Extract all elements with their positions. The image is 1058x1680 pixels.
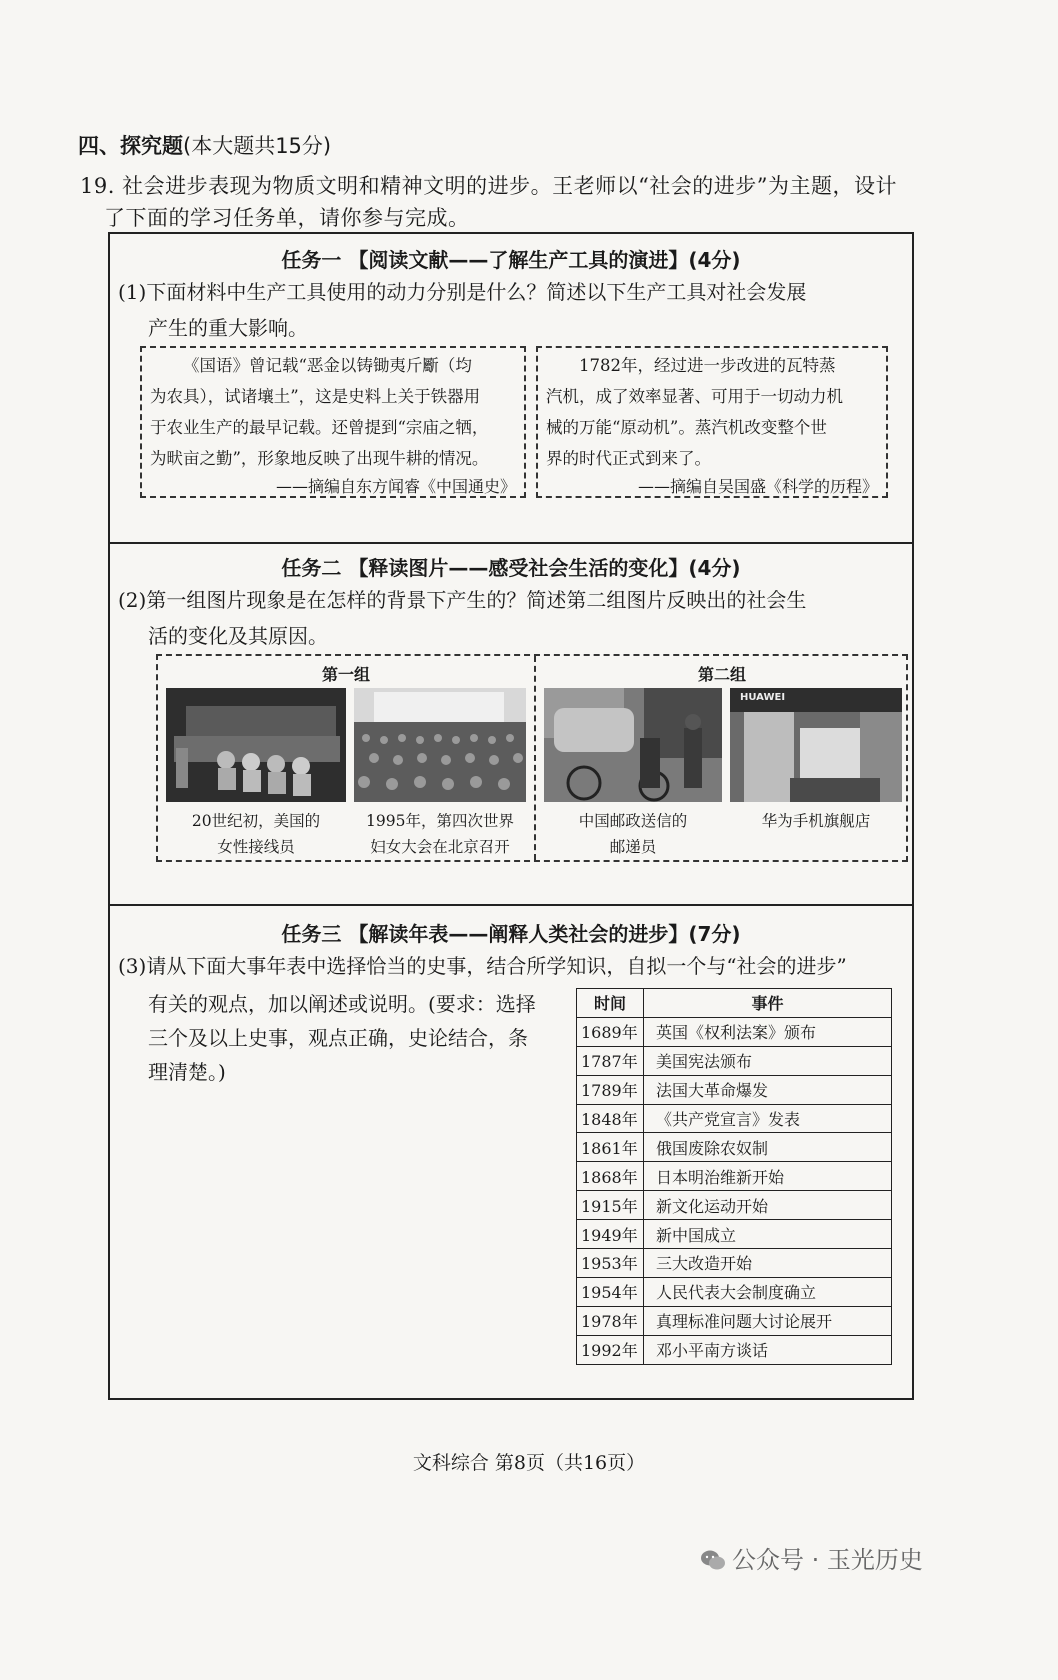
event-description: 新中国成立 — [644, 1220, 892, 1249]
material-right — [536, 346, 888, 498]
store-illustration — [730, 688, 902, 802]
event-description: 日本明治维新开始 — [644, 1162, 892, 1191]
photo-telephone-operators — [166, 688, 346, 802]
material-left-text: 《国语》曾记载“恶金以铸锄夷斤斸（均 为农具），试诸壤土”，这是史料上关于铁器用 于农业生产的最早记载。还曾提到“宗庙之牺， 为畎亩之勤”，形象地反映了出现牛耕的情况。 — [150, 356, 489, 468]
table-row — [577, 1220, 892, 1249]
table-row — [577, 1277, 892, 1306]
page-footer: 文科综合 第8页（共16页） — [412, 1452, 646, 1474]
photo-postman — [544, 688, 722, 802]
photo-womens-conference — [354, 688, 526, 802]
switchboard-illustration — [166, 688, 346, 802]
caption-huawei: 华为手机旗舰店 — [761, 812, 871, 830]
conference-hall-illustration — [354, 688, 526, 802]
events-timeline-table — [576, 988, 892, 1365]
task1-title: 任务一 【阅读文献——了解生产工具的演进】(4分) — [281, 248, 741, 272]
event-year: 1787年 — [577, 1046, 644, 1075]
task2-title: 任务二 【释读图片——感受社会生活的变化】(4分) — [281, 556, 741, 580]
task3-title: 任务三 【解读年表——阐释人类社会的进步】(7分) — [281, 922, 741, 946]
material-right-source: ——摘编自吴国盛《科学的历程》 — [637, 477, 878, 496]
event-year: 1861年 — [577, 1133, 644, 1162]
task1-question-line-2: 产生的重大影响。 — [148, 316, 308, 340]
caption-conference: 1995年，第四次世界 妇女大会在北京召开 — [366, 812, 514, 856]
question-line-1: 19. 社会进步表现为物质文明和精神文明的进步。王老师以“社会的进步”为主题，设计 — [80, 174, 898, 198]
event-year: 1954年 — [577, 1277, 644, 1306]
wechat-icon — [700, 1549, 726, 1571]
watermark-text: 公众号 · 玉光历史 — [732, 1546, 923, 1574]
table-row — [577, 1306, 892, 1335]
event-description: 英国《权利法案》颁布 — [644, 1017, 892, 1046]
event-year: 1789年 — [577, 1075, 644, 1104]
material-left-source: ——摘编自东方闻睿《中国通史》 — [275, 477, 516, 496]
task-divider-1 — [110, 542, 912, 544]
event-year: 1949年 — [577, 1220, 644, 1249]
event-year: 1915年 — [577, 1191, 644, 1220]
table-row — [577, 1075, 892, 1104]
table-header-row — [577, 989, 892, 1018]
task2-question-line-1: (2)第一组图片现象是在怎样的背景下产生的？简述第二组图片反映出的社会生 — [118, 588, 807, 612]
watermark — [700, 1540, 923, 1575]
table-row — [577, 1335, 892, 1364]
table-row — [577, 1162, 892, 1191]
group-separator — [534, 656, 536, 860]
material-right-text: 1782年，经过进一步改进的瓦特蒸 汽机，成了效率显著、可用于一切动力机 械的万能“原动机”。蒸汽机改变整个世 界的时代正式到来了。 — [546, 356, 843, 468]
event-year: 1992年 — [577, 1335, 644, 1364]
header-time: 时间 — [577, 989, 644, 1018]
table-row — [577, 1046, 892, 1075]
table-row — [577, 1133, 892, 1162]
question-line-2: 了下面的学习任务单，请你参与完成。 — [104, 206, 470, 230]
huawei-sign: HUAWEI — [740, 692, 786, 703]
caption-postman: 中国邮政送信的 邮递员 — [578, 812, 688, 856]
task3-question-line-3: 三个及以上史事，观点正确，史论结合，条 — [148, 1026, 528, 1050]
table-row — [577, 1249, 892, 1278]
task3-question-line-1: (3)请从下面大事年表中选择恰当的史事，结合所学知识，自拟一个与“社会的进步” — [118, 954, 847, 978]
event-description: 《共产党宣言》发表 — [644, 1104, 892, 1133]
picture-groups — [156, 654, 908, 862]
event-description: 法国大革命爆发 — [644, 1075, 892, 1104]
task2-question-line-2: 活的变化及其原因。 — [148, 624, 328, 648]
material-left — [140, 346, 526, 498]
task3-question-line-2: 有关的观点，加以阐述或说明。(要求：选择 — [148, 992, 536, 1016]
task3-question-line-4: 理清楚。) — [148, 1060, 226, 1084]
caption-operators: 20世纪初，美国的 女性接线员 — [191, 812, 321, 856]
event-year: 1868年 — [577, 1162, 644, 1191]
event-description: 美国宪法颁布 — [644, 1046, 892, 1075]
task1-question-line-1: (1)下面材料中生产工具使用的动力分别是什么？简述以下生产工具对社会发展 — [118, 280, 807, 304]
event-year: 1689年 — [577, 1017, 644, 1046]
event-description: 人民代表大会制度确立 — [644, 1277, 892, 1306]
group1-label: 第一组 — [321, 665, 370, 684]
header-event: 事件 — [644, 989, 892, 1018]
section-heading: 四、探究题(本大题共15分) — [78, 134, 332, 158]
postman-illustration — [544, 688, 722, 802]
table-body — [577, 1017, 892, 1364]
event-year: 1978年 — [577, 1306, 644, 1335]
event-description: 俄国废除农奴制 — [644, 1133, 892, 1162]
table-row — [577, 1017, 892, 1046]
event-description: 新文化运动开始 — [644, 1191, 892, 1220]
event-description: 真理标准问题大讨论展开 — [644, 1306, 892, 1335]
table-row — [577, 1104, 892, 1133]
table-row — [577, 1191, 892, 1220]
event-description: 三大改造开始 — [644, 1249, 892, 1278]
task-divider-2 — [110, 904, 912, 906]
event-description: 邓小平南方谈话 — [644, 1335, 892, 1364]
event-year: 1848年 — [577, 1104, 644, 1133]
photo-huawei-store — [730, 688, 902, 802]
group2-label: 第二组 — [697, 665, 746, 684]
event-year: 1953年 — [577, 1249, 644, 1278]
